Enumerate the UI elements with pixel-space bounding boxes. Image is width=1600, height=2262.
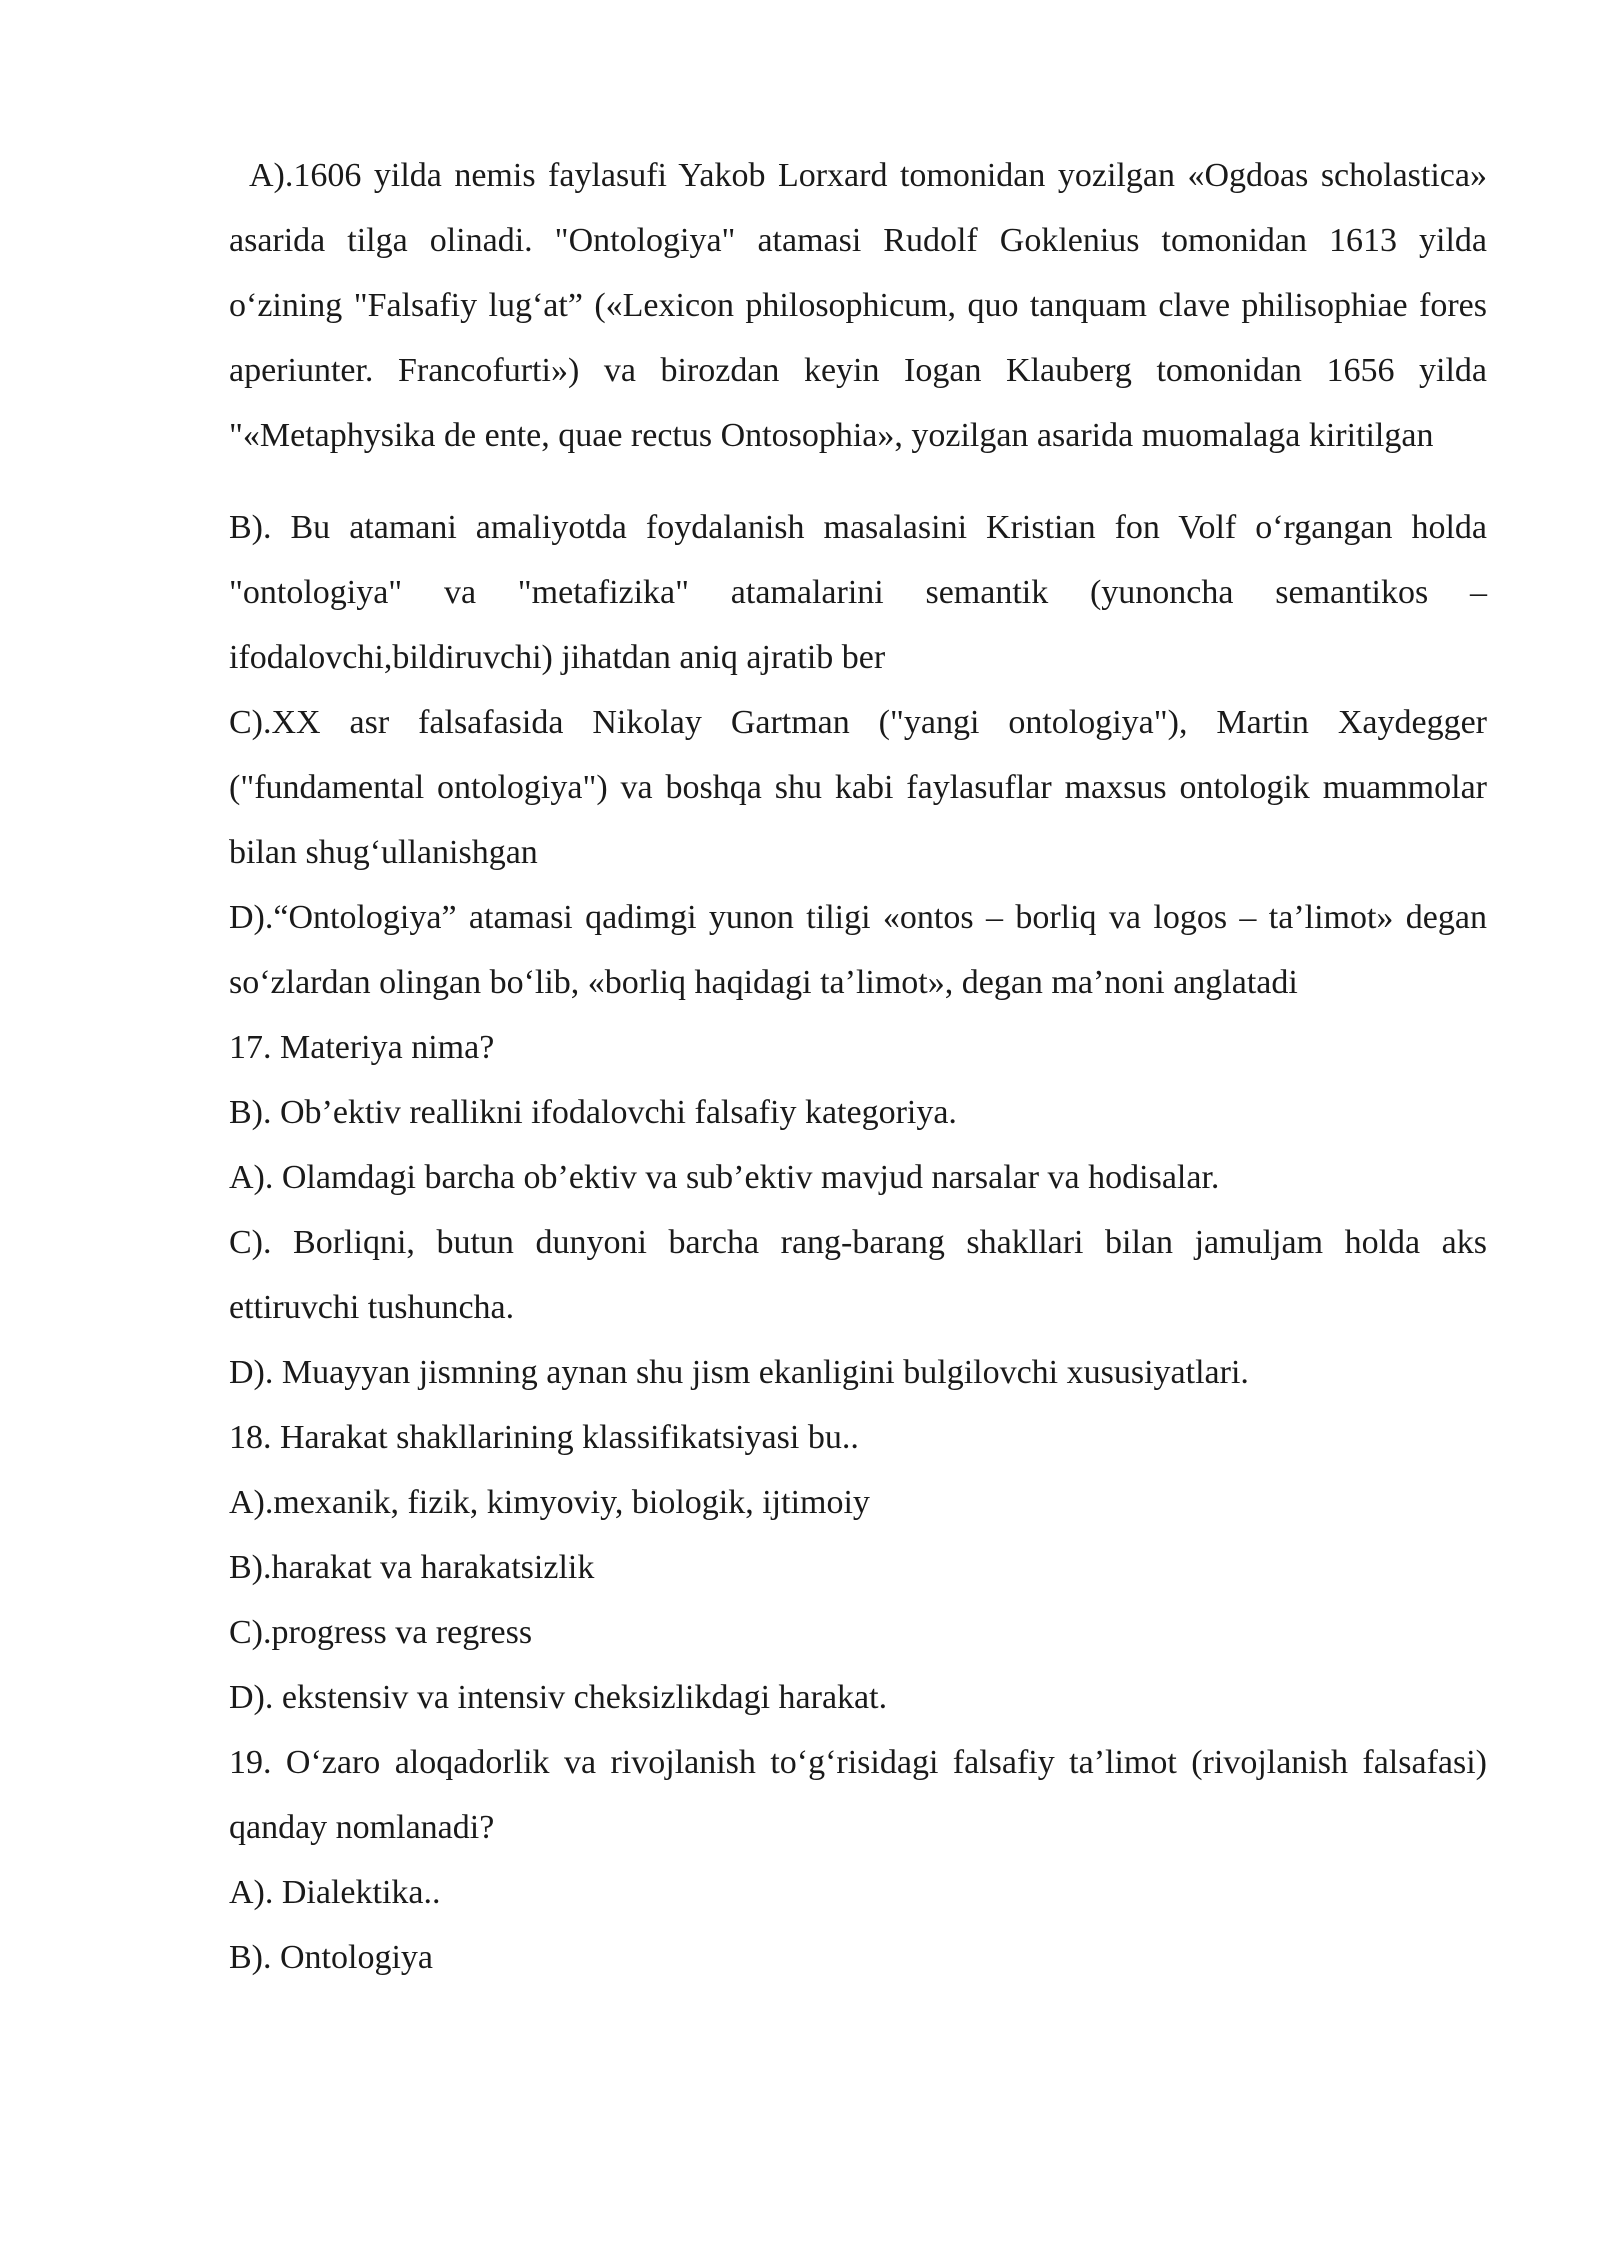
question-17: 17. Materiya nima? bbox=[229, 1029, 495, 1066]
answer-paragraph-a: A).1606 yilda nemis faylasufi Yakob Lorxard tomonidan yozilgan «Ogdoas scholastica» asarida tilga olinadi. "Ontologiya" atamasi Rudolf Goklenius tomonidan 1613 yilda o‘zining "Falsafiy lug‘at” («Lexicon philosophicum, quo tanquam clave philisophiae fores aperiunter. Francofurti») va birozdan keyin Iogan Klauberg tomonidan 1656 yilda "«Metaphysika de ente, quae rectus Ontosophia», yozilgan asarida muomalaga kiritilgan bbox=[229, 157, 1487, 454]
question-19-option-b: B). Ontologiya bbox=[229, 1939, 433, 1976]
question-17-option-b: B). Ob’ektiv reallikni ifodalovchi falsafiy kategoriya. bbox=[229, 1094, 957, 1131]
question-17-option-a: A). Olamdagi barcha ob’ektiv va sub’ektiv mavjud narsalar va hodisalar. bbox=[229, 1159, 1220, 1196]
question-18-option-d: D). ekstensiv va intensiv cheksizlikdagi harakat. bbox=[229, 1679, 888, 1716]
question-18-option-a: A).mexanik, fizik, kimyoviy, biologik, ijtimoiy bbox=[229, 1484, 870, 1521]
question-17-option-d: D). Muayyan jismning aynan shu jism ekanligini bulgilovchi xususiyatlari. bbox=[229, 1354, 1249, 1391]
question-19: 19. O‘zaro aloqadorlik va rivojlanish to‘g‘risidagi falsafiy ta’limot (rivojlanish falsafasi) qanday nomlanadi? bbox=[229, 1744, 1487, 1846]
answer-paragraph-c: C).XX asr falsafasida Nikolay Gartman ("yangi ontologiya"), Martin Xaydegger ("fundamental ontologiya") va boshqa shu kabi faylasuflar maxsus ontologik muammolar bilan shug‘ullanishgan bbox=[229, 704, 1487, 871]
question-17-option-c: C). Borliqni, butun dunyoni barcha rang-barang shakllari bilan jamuljam holda aks ettiruvchi tushuncha. bbox=[229, 1224, 1487, 1326]
question-18-option-b: B).harakat va harakatsizlik bbox=[229, 1549, 595, 1586]
question-18: 18. Harakat shakllarining klassifikatsiyasi bu.. bbox=[229, 1419, 859, 1456]
question-19-option-a: A). Dialektika.. bbox=[229, 1874, 441, 1911]
question-18-option-c: C).progress va regress bbox=[229, 1614, 533, 1651]
answer-paragraph-d: D).“Ontologiya” atamasi qadimgi yunon tiligi «ontos – borliq va logos – ta’limot» degan so‘zlardan olingan bo‘lib, «borliq haqidagi ta’limot», degan ma’noni anglatadi bbox=[229, 899, 1487, 1001]
document-body bbox=[229, 143, 1487, 1990]
answer-paragraph-b: B). Bu atamani amaliyotda foydalanish masalasini Kristian fon Volf o‘rgangan holda "ontologiya" va "metafizika" atamalarini semantik (yunoncha semantikos – ifodalovchi,bildiruvchi) jihatdan aniq ajratib ber bbox=[229, 509, 1487, 676]
